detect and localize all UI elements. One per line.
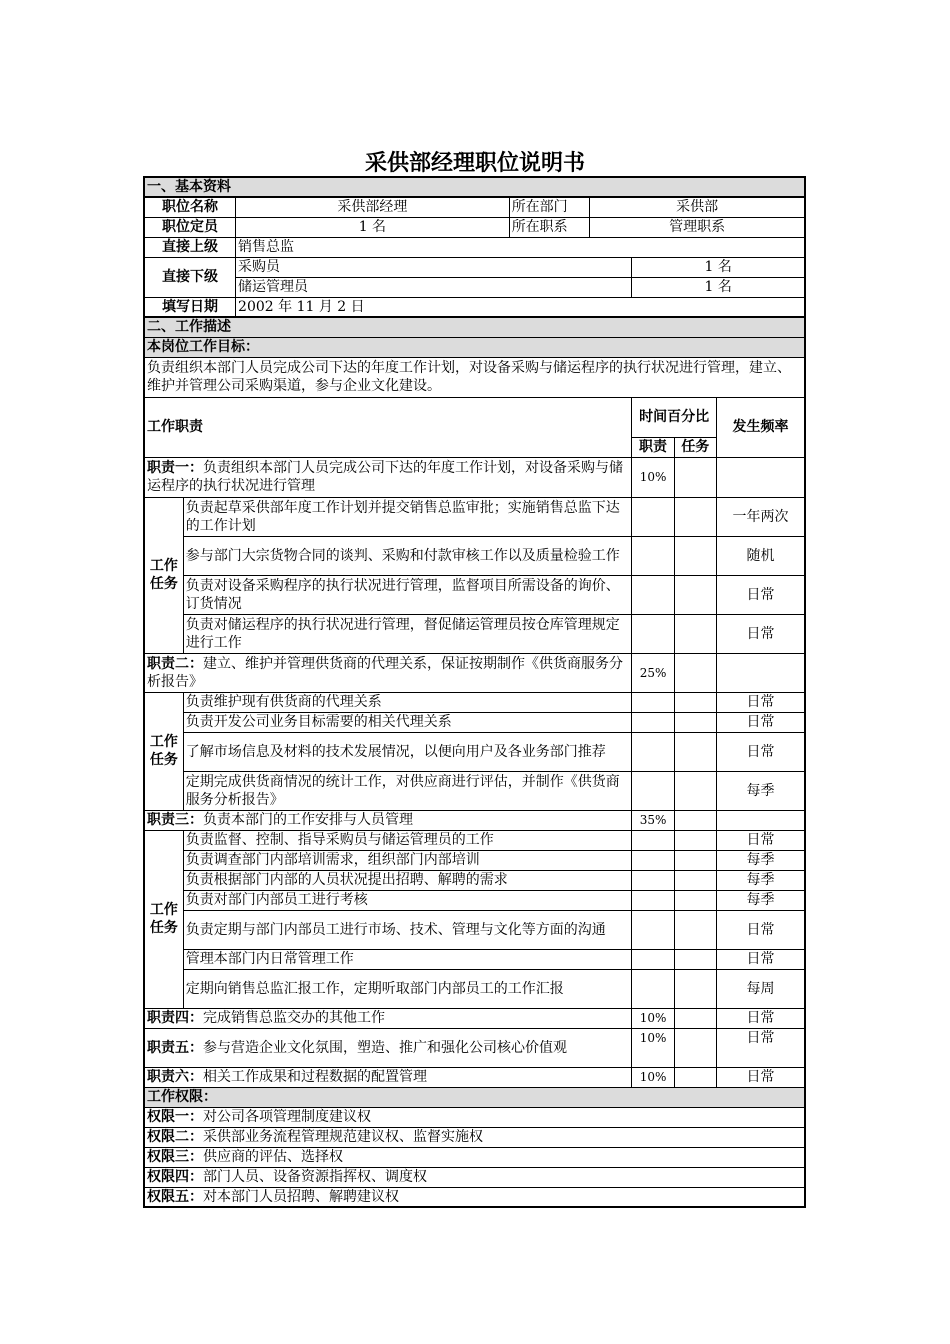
duty-pct: 10% (632, 1067, 674, 1087)
task-freq: 日常 (716, 732, 805, 771)
authority-item-text: 采供部业务流程管理规范建议权、监督实施权 (203, 1129, 483, 1145)
authority-item-label: 权限三： (147, 1149, 203, 1165)
duty-label: 职责六： (147, 1069, 203, 1085)
task-text: 负责调查部门内部培训需求，组织部门内部培训 (183, 850, 632, 870)
superior-label: 直接上级 (144, 237, 236, 257)
task-freq: 一年两次 (716, 497, 805, 536)
task-freq: 日常 (716, 830, 805, 850)
task-freq: 随机 (716, 536, 805, 575)
task-freq: 日常 (716, 712, 805, 732)
task-text: 了解市场信息及材料的技术发展情况，以便向用户及各业务部门推荐 (183, 732, 632, 771)
task-text: 负责对部门内部员工进行考核 (183, 890, 632, 910)
duty-freq (716, 457, 805, 497)
duty-pct-col: 职责 (632, 437, 674, 457)
goal-label: 本岗位工作目标： (144, 337, 805, 357)
subordinate-name: 储运管理员 (236, 277, 632, 297)
section-basic-info: 一、基本资料 (144, 177, 805, 197)
task-label: 工作任务 (144, 692, 183, 810)
task-freq: 每周 (716, 969, 805, 1008)
section-work-description: 二、工作描述 (144, 317, 805, 337)
authority-item (144, 1187, 805, 1207)
position-name-label: 职位名称 (144, 197, 236, 217)
duty-pct: 25% (632, 653, 674, 692)
duty-text: 负责本部门的工作安排与人员管理 (203, 812, 413, 828)
task-text: 负责对设备采购程序的执行状况进行管理，监督项目所需设备的询价、订货情况 (183, 575, 632, 614)
task-freq: 日常 (716, 949, 805, 969)
duty-pct: 35% (632, 810, 674, 830)
task-text: 负责定期与部门内部员工进行市场、技术、管理与文化等方面的沟通 (183, 910, 632, 949)
date-label: 填写日期 (144, 297, 236, 317)
authority-item (144, 1147, 805, 1167)
duty-freq: 日常 (716, 1028, 805, 1067)
task-freq: 每季 (716, 850, 805, 870)
task-freq: 日常 (716, 910, 805, 949)
duty-row (144, 1067, 632, 1087)
task-pct (674, 457, 716, 497)
subordinate-name: 采购员 (236, 257, 632, 277)
duty-pct: 10% (632, 1008, 674, 1028)
duty-row (144, 1008, 632, 1028)
authority-item (144, 1167, 805, 1187)
duty-text: 负责组织本部门人员完成公司下达的年度工作计划，对设备采购与储运程序的执行状况进行管理 (147, 460, 623, 494)
task-text: 负责监督、控制、指导采购员与储运管理员的工作 (183, 830, 632, 850)
subordinate-count: 1 名 (632, 257, 805, 277)
task-text: 负责根据部门内部的人员状况提出招聘、解聘的需求 (183, 870, 632, 890)
goal-text: 负责组织本部门人员完成公司下达的年度工作计划，对设备采购与储运程序的执行状况进行管理，建立、维护并管理公司采购渠道，参与企业文化建设。 (144, 357, 805, 397)
authority-item-label: 权限二： (147, 1129, 203, 1145)
task-text: 管理本部门内日常管理工作 (183, 949, 632, 969)
task-freq: 每季 (716, 771, 805, 810)
task-text: 负责对储运程序的执行状况进行管理，督促储运管理员按仓库管理规定进行工作 (183, 614, 632, 653)
task-text: 负责起草采供部年度工作计划并提交销售总监审批；实施销售总监下达的工作计划 (183, 497, 632, 536)
duty-text: 建立、维护并管理供货商的代理关系，保证按期制作《供货商服务分析报告》 (147, 655, 623, 690)
task-freq: 日常 (716, 575, 805, 614)
authority-item-text: 部门人员、设备资源指挥权、调度权 (203, 1169, 427, 1185)
task-label: 工作任务 (144, 497, 183, 653)
subordinate-count: 1 名 (632, 277, 805, 297)
headcount-label: 职位定员 (144, 217, 236, 237)
duty-text: 参与营造企业文化氛围，塑造、推广和强化公司核心价值观 (203, 1039, 567, 1056)
task-text: 定期向销售总监汇报工作，定期听取部门内部员工的工作汇报 (183, 969, 632, 1008)
time-pct-header: 时间百分比 (632, 397, 717, 437)
duty-text: 完成销售总监交办的其他工作 (203, 1010, 385, 1026)
duty-label: 职责二： (147, 655, 203, 672)
date-value: 2002 年 11 月 2 日 (236, 297, 805, 317)
authority-item (144, 1127, 805, 1147)
duty-label: 职责三： (147, 812, 203, 828)
authority-item (144, 1107, 805, 1127)
department-label: 所在部门 (509, 197, 589, 217)
task-freq: 日常 (716, 692, 805, 712)
subordinates-label: 直接下级 (144, 257, 236, 297)
authority-item-label: 权限四： (147, 1169, 203, 1185)
task-freq: 每季 (716, 870, 805, 890)
department-value: 采供部 (590, 197, 805, 217)
job-family-label: 所在职系 (509, 217, 589, 237)
task-pct-col: 任务 (674, 437, 716, 457)
position-name-value: 采供部经理 (236, 197, 510, 217)
superior-value: 销售总监 (236, 237, 805, 257)
duty-pct: 10% (632, 1028, 674, 1067)
duty-freq: 日常 (716, 1008, 805, 1028)
duty-row (144, 1028, 632, 1067)
headcount-value: 1 名 (236, 217, 510, 237)
duty-row (144, 653, 632, 692)
authority-item-text: 对本部门人员招聘、解聘建议权 (203, 1188, 399, 1205)
task-label: 工作任务 (144, 830, 183, 1008)
duty-label: 职责五： (147, 1039, 203, 1056)
task-freq: 日常 (716, 614, 805, 653)
authority-item-label: 权限一： (147, 1109, 203, 1125)
frequency-header: 发生频率 (716, 397, 805, 457)
job-family-value: 管理职系 (590, 217, 805, 237)
duty-text: 相关工作成果和过程数据的配置管理 (203, 1069, 427, 1085)
task-text: 负责维护现有供货商的代理关系 (183, 692, 632, 712)
task-text: 负责开发公司业务目标需要的相关代理关系 (183, 712, 632, 732)
job-description-table (143, 176, 806, 1208)
duty-label: 职责一： (147, 460, 203, 476)
authority-item-text: 供应商的评估、选择权 (203, 1149, 343, 1165)
duties-header: 工作职责 (144, 397, 632, 457)
task-text: 定期完成供货商情况的统计工作，对供应商进行评估，并制作《供货商服务分析报告》 (183, 771, 632, 810)
duty-pct: 10% (632, 457, 674, 497)
authority-item-label: 权限五： (147, 1188, 203, 1205)
authority-label: 工作权限： (144, 1087, 805, 1107)
duty-row (144, 810, 632, 830)
duty-label: 职责四： (147, 1010, 203, 1026)
duty-row (144, 457, 632, 497)
authority-item-text: 对公司各项管理制度建议权 (203, 1109, 371, 1125)
duty-freq: 日常 (716, 1067, 805, 1087)
page-title: 采供部经理职位说明书 (364, 151, 585, 176)
task-text: 参与部门大宗货物合同的谈判、采购和付款审核工作以及质量检验工作 (183, 536, 632, 575)
task-freq: 每季 (716, 890, 805, 910)
